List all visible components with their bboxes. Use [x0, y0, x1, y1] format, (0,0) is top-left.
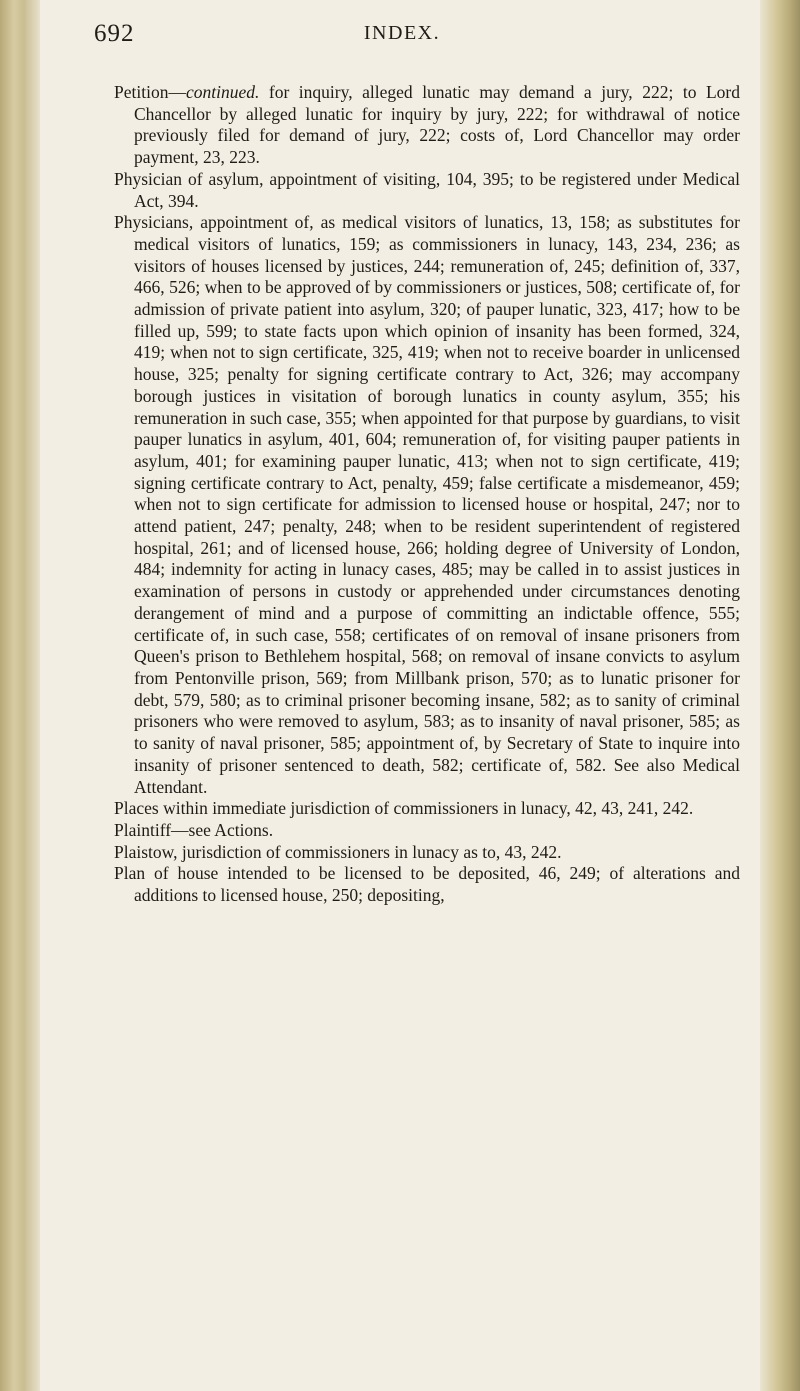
- index-entry-petition: [114, 82, 740, 169]
- entry-heading: Plaintiff—: [114, 819, 189, 840]
- entry-text: see Actions.: [188, 819, 274, 840]
- entry-text: for inquiry, alleged lunatic may demand a jury, 222; to Lord Chancellor by alleged lunatic for inquiry by jury, 222; for withdrawal of notice previously filed for demand of jury, 222; costs of, Lord Chancellor may order payment, 23, 223.: [134, 82, 740, 168]
- index-content: [114, 82, 740, 907]
- entry-heading: Petition—: [114, 82, 186, 102]
- index-entry-plaistow: [114, 842, 740, 864]
- entry-text: jurisdiction of commissioners in lunacy as to, 43, 242.: [181, 841, 562, 862]
- book-binding-left: [0, 0, 40, 1391]
- entry-heading: Plaistow,: [114, 841, 178, 862]
- index-entry-places: [114, 798, 740, 820]
- entry-heading-suffix: continued.: [185, 82, 260, 102]
- index-entry-physician: [114, 169, 740, 212]
- index-entry-physicians: [114, 212, 740, 798]
- page-header: [94, 20, 710, 60]
- book-binding-right: [760, 0, 800, 1391]
- entry-text: of asylum, appointment of visiting, 104, 395; to be registered under Medical Act, 394.: [134, 168, 740, 211]
- entry-heading: Physician: [114, 168, 183, 189]
- entry-heading: Places: [114, 798, 159, 819]
- book-page: [40, 0, 760, 1391]
- page-number: 692: [94, 20, 135, 47]
- index-entry-plan: [114, 863, 740, 906]
- running-head: INDEX.: [363, 22, 441, 44]
- entry-heading: Physicians,: [114, 212, 194, 233]
- entry-text: appointment of, as medical visitors of lunatics, 13, 158; as substitutes for medical visitors of lunatics, 159; as commissioners in lunacy, 143, 234, 236; as visitors of houses licensed by justices, 244; remuneration of, 245; definition of, 337, 466, 526; when to be approved of by commissioners or justices, 508; certificate of, for admission of private patient into asylum, 320; of pauper lunatic, 323, 417; how to be filled up, 599; to state facts upon which opinion of insanity has been formed, 324, 419; when not to sign certificate, 325, 419; when not to receive boarder in unlicensed house, 325; penalty for signing certificate contrary to Act, 326; may accompany borough justices in visitation of borough lunatics in county asylum, 355; his remuneration in such case, 355; when appointed for that purpose by guardians, to visit pauper lunatics in asylum, 401, 604; remuneration of, for visiting pauper patients in asylum, 401; for examining pauper lunatic, 413; when not to sign certificate, 419; signing certificate contrary to Act, penalty, 459; false certificate a misdemeanor, 459; when not to sign certificate for admission to licensed house or hospital, 247; nor to attend patient, 247; penalty, 248; when to be resident superintendent of registered hospital, 261; and of licensed house, 266; holding degree of University of London, 484; indemnity for acting in lunacy cases, 485; may be called in to assist justices in examination of persons in custody or apprehended under circumstances denoting derangement of mind and a purpose of committing an indictable offence, 555; certificate of, in such case, 558; certificates of on removal of insane prisoners from Queen's prison to Bethlehem hospital, 568; on removal of insane convicts to asylum from Pentonville prison, 569; from Millbank prison, 570; as to lunatic prisoner for debt, 579, 580; as to criminal prisoner becoming insane, 582; as to sanity of criminal prisoners who were removed to asylum, 583; as to insanity of naval prisoner, 585; as to sanity of naval prisoner, 585; appointment of, by Secretary of State to inquire into insanity of prisoner sentenced to death, 582; certificate of, 582. See also Medical Attendant.: [134, 212, 741, 797]
- entry-heading: Plan: [114, 863, 146, 884]
- index-entry-plaintiff: [114, 820, 740, 842]
- entry-text: within immediate jurisdiction of commissioners in lunacy, 42, 43, 241, 242.: [163, 798, 694, 819]
- entry-text: of house intended to be licensed to be deposited, 46, 249; of alterations and additions to licensed house, 250; depositing,: [134, 863, 740, 906]
